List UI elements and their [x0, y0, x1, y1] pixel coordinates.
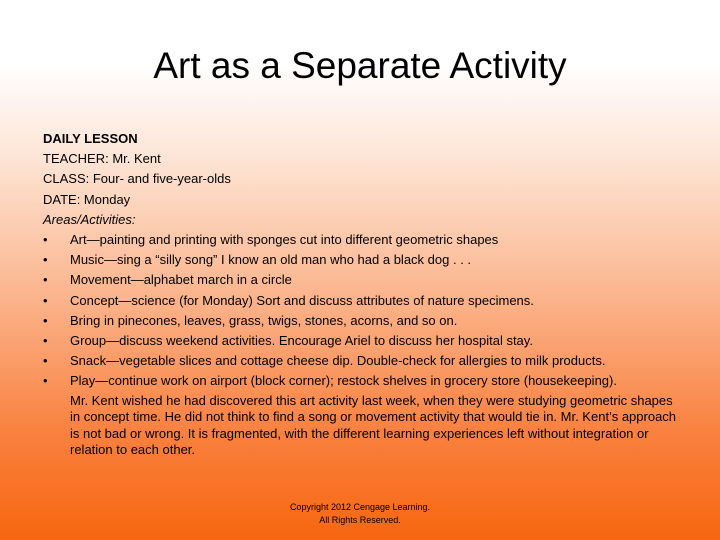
list-item	[43, 291, 683, 311]
bullet-glyph: •	[43, 252, 48, 268]
date-line: DATE: Monday	[43, 191, 131, 207]
list-item	[43, 331, 683, 351]
summary-paragraph: Mr. Kent wished he had discovered this art activity last week, when they were studying geometric shapes in concept time. He did not think to find a song or movement activity that would tie in. Mr. Kent’s approach is not bad or wrong. It is fragmented, with the different learning experiences left without integration or relation to each other.	[70, 392, 677, 458]
bullet-glyph: •	[43, 353, 48, 369]
list-item-text: Music—sing a “silly song” I know an old man who had a black dog . . .	[70, 252, 472, 268]
list-item-text: Snack—vegetable slices and cottage cheese dip. Double-check for allergies to milk products.	[70, 353, 606, 369]
list-item-text: Concept—science (for Monday) Sort and discuss attributes of nature specimens.	[70, 292, 534, 308]
slide-body	[43, 129, 683, 459]
list-item	[43, 270, 683, 290]
list-item	[43, 230, 683, 250]
list-item-text: Play—continue work on airport (block corner); restock shelves in grocery store (housekeeping).	[70, 373, 617, 389]
bullet-glyph: •	[43, 292, 48, 308]
list-item-text: Bring in pinecones, leaves, grass, twigs, stones, acorns, and so on.	[70, 312, 458, 328]
list-item-text: Group—discuss weekend activities. Encourage Ariel to discuss her hospital stay.	[70, 333, 533, 349]
list-item	[43, 311, 683, 331]
bullet-glyph: •	[43, 272, 48, 288]
bullet-glyph: •	[43, 312, 48, 328]
list-item	[43, 351, 683, 371]
copyright-notice	[0, 501, 720, 526]
bullet-glyph: •	[43, 232, 48, 248]
copyright-line: Copyright 2012 Cengage Learning.	[289, 502, 431, 512]
bullet-glyph: •	[43, 373, 48, 389]
teacher-line: TEACHER: Mr. Kent	[43, 151, 161, 167]
list-item-text: Movement—alphabet march in a circle	[70, 272, 292, 288]
rights-line: All Rights Reserved.	[319, 514, 401, 525]
daily-lesson-heading: DAILY LESSON	[43, 131, 138, 146]
list-item-text: Art—painting and printing with sponges cut into different geometric shapes	[70, 232, 499, 248]
areas-activities-heading: Areas/Activities:	[43, 211, 136, 227]
slide-title: Art as a Separate Activity	[153, 45, 567, 86]
activities-list	[43, 230, 683, 392]
class-line: CLASS: Four- and five-year-olds	[43, 171, 231, 187]
bullet-glyph: •	[43, 333, 48, 349]
list-item	[43, 250, 683, 270]
list-item	[43, 371, 683, 391]
